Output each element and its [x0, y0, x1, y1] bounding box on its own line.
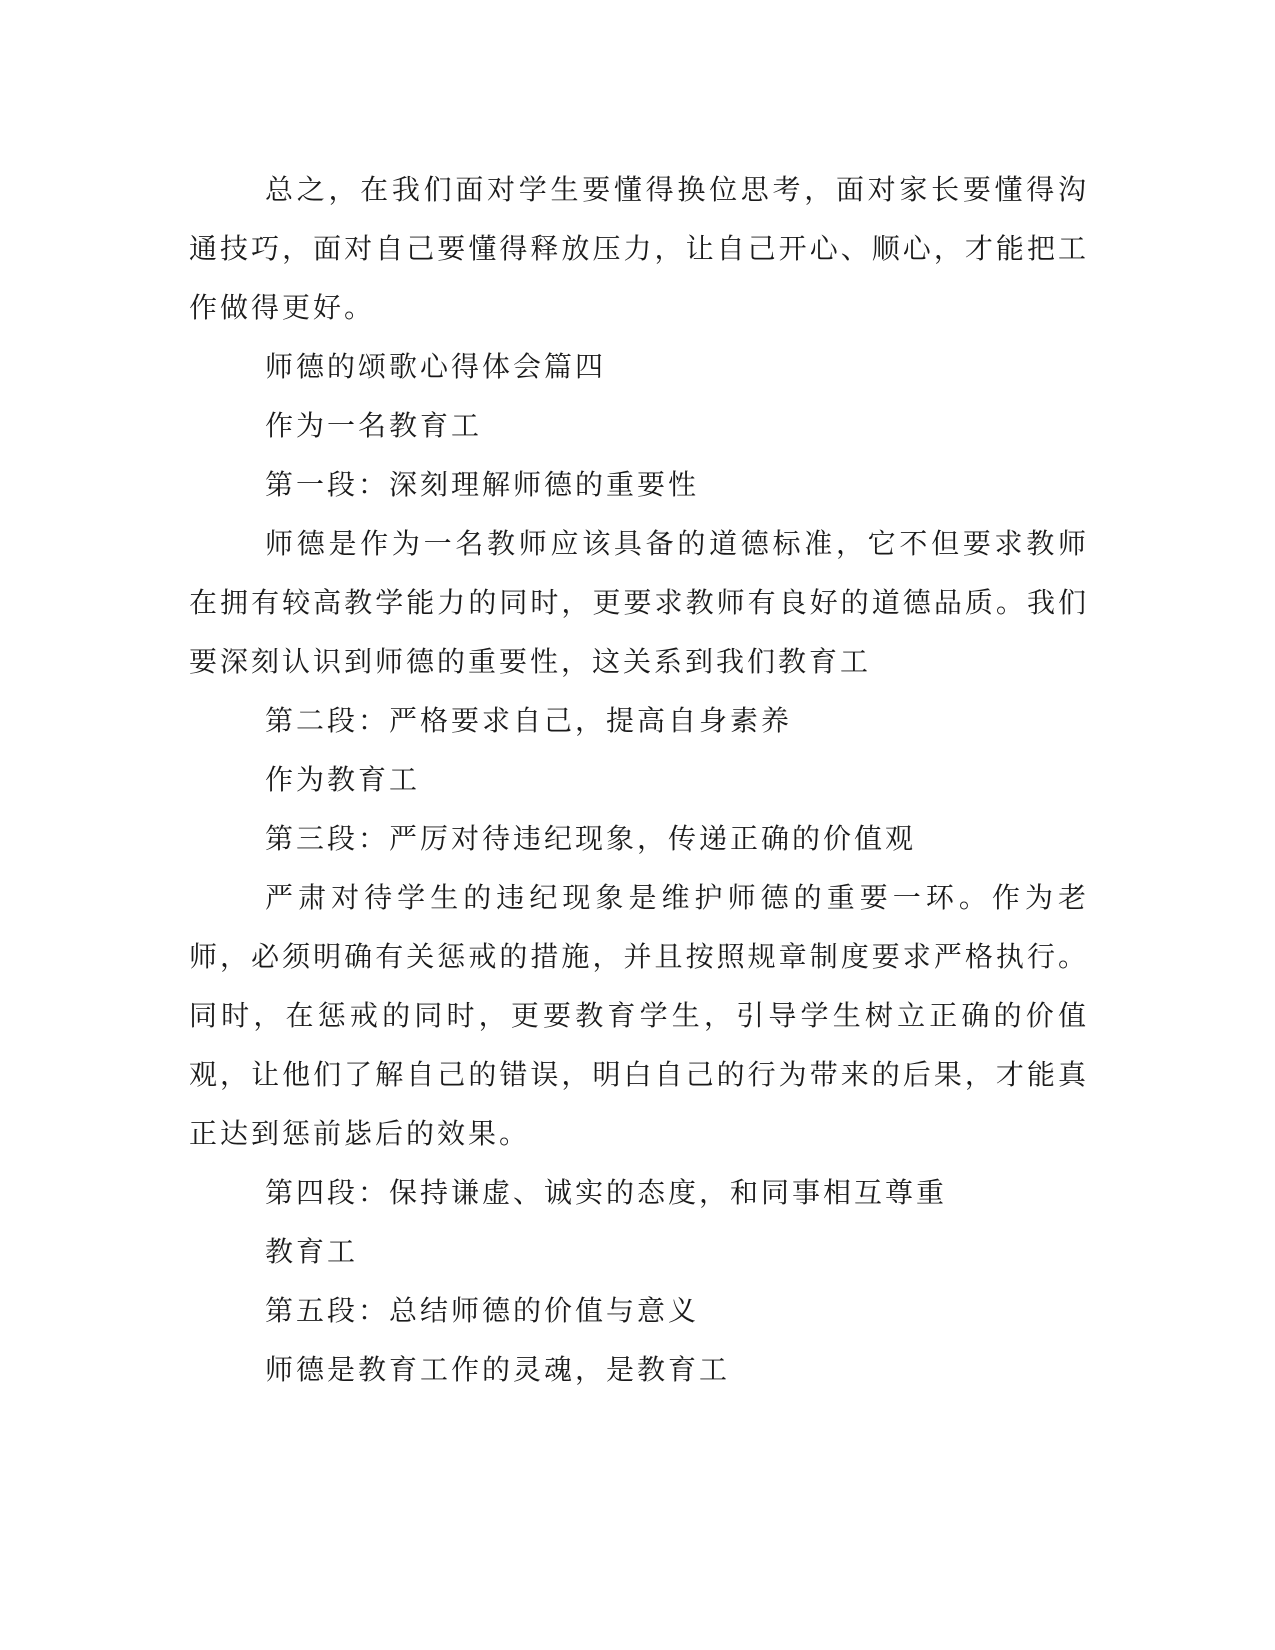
paragraph-4: 教育工 [265, 1235, 359, 1268]
paragraph-2: 作为教育工 [265, 763, 421, 796]
section-heading-2: 第二段：严格要求自己，提高自身素养 [265, 704, 793, 737]
document-body [189, 160, 1089, 1399]
paragraph-1: 师德是作为一名教师应该具备的道德标准，它不但要求教师在拥有较高教学能力的同时，更要求教师有良好的道德品质。我们要深刻认识到师德的重要性，这关系到我们教育工 [189, 527, 1089, 678]
section-heading-3: 第三段：严厉对待违纪现象，传递正确的价值观 [265, 822, 917, 855]
section-heading-4: 第四段：保持谦虚、诚实的态度，和同事相互尊重 [265, 1176, 948, 1209]
paragraph-intro: 作为一名教育工 [265, 409, 483, 442]
section-heading-5: 第五段：总结师德的价值与意义 [265, 1294, 700, 1327]
section-heading-1: 第一段：深刻理解师德的重要性 [265, 468, 700, 501]
paragraph-conclusion: 总之，在我们面对学生要懂得换位思考，面对家长要懂得沟通技巧，面对自己要懂得释放压力，让自己开心、顺心，才能把工作做得更好。 [189, 173, 1089, 324]
paragraph-3: 严肃对待学生的违纪现象是维护师德的重要一环。作为老师，必须明确有关惩戒的措施，并且按照规章制度要求严格执行。同时，在惩戒的同时，更要教育学生，引导学生树立正确的价值观，让他们了解自己的错误，明白自己的行为带来的后果，才能真正达到惩前毖后的效果。 [189, 881, 1089, 1150]
section-title: 师德的颂歌心得体会篇四 [265, 350, 607, 383]
paragraph-5: 师德是教育工作的灵魂，是教育工 [265, 1353, 731, 1386]
